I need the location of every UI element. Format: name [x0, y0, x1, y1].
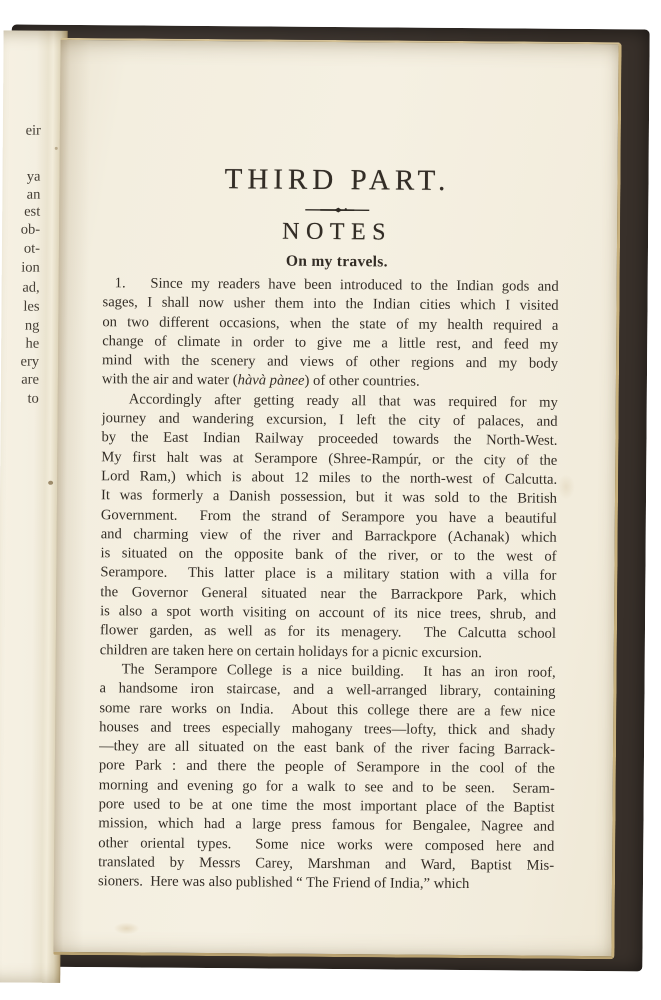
text-line: mind with the scenery and views of other regions and my body: [102, 352, 559, 372]
text-line: flower garden, as well as for its menagery. The Calcutta school: [99, 622, 557, 643]
text-line: pore Park : and there the people of Serampore in the cool of the: [98, 757, 555, 778]
text-line: My first halt was at Serampore (Shree-Rampúr, or the city of the: [101, 448, 558, 469]
text-run: with the air and water (: [101, 371, 238, 389]
text-line: Serampore. This latter place is a military station with a villa for: [100, 564, 557, 585]
text-line: Accordingly after getting ready all that was required for my: [128, 391, 558, 411]
text-line: —they are all situated on the east bank of the river facing Barrack-: [98, 738, 556, 758]
text-line: change of climate in order to give me a little rest, and feed my: [102, 333, 559, 353]
text-line: houses and trees especially mahogany trees—lofty, thick and shady: [99, 719, 556, 739]
text-line: the Governor General situated near the Barrackpore Park, which: [100, 583, 557, 604]
facing-page-text-fragment: ion: [21, 259, 40, 276]
facing-page-text-fragment: les: [23, 298, 40, 315]
part-title: THIRD PART.: [224, 163, 451, 197]
text-line: The Serampore College is a nice building. It has an iron roof,: [121, 661, 556, 681]
paragraph: [98, 660, 556, 895]
facing-page-text-fragment: an: [26, 186, 41, 203]
title-ornament-rule: [109, 200, 565, 214]
page-text: [98, 274, 559, 895]
facing-page-text-fragment: est: [24, 203, 41, 220]
facing-page-text-fragment: he: [25, 335, 40, 352]
text-line: Lord Ram,) which is about 12 miles to the north-west of Calcutta.: [101, 468, 558, 488]
text-line: and charming view of the river and Barrackpore (Achanak) which: [100, 526, 557, 546]
text-line: translated by Messrs Carey, Marshman and Ward, Baptist Mis-: [98, 854, 555, 874]
ornament-rule-icon: [304, 205, 370, 216]
foxing-stain: [557, 474, 575, 500]
facing-page-text-fragment: ob-: [20, 221, 41, 238]
text-line: journey and wandering excursion, I left the city of palaces, and: [101, 410, 558, 430]
text-line: is situated on the opposite bank of the river, or to the west of: [100, 545, 557, 565]
text-run: ) of other countries.: [304, 373, 420, 391]
text-line: by the East Indian Railway proceeded towards the North-West.: [101, 429, 558, 450]
facing-page-text-fragment: ot-: [23, 240, 41, 257]
text-line: children are taken here on certain holidays for a picnic excursion.: [99, 641, 482, 661]
facing-page-text-fragment: eir: [25, 122, 41, 139]
facing-page-text-fragment: ng: [24, 317, 40, 334]
facing-page-text-fragment: ery: [20, 353, 40, 370]
book-page: [53, 38, 621, 959]
paper-speck: [48, 481, 53, 485]
subsection-title: On my travels.: [285, 252, 388, 271]
paragraph: [102, 274, 559, 393]
text-line: morning and evening go for a walk to see and to be seen. Seram-: [98, 776, 555, 797]
text-line: some rare works on India. About this college there are a few nice: [99, 699, 556, 720]
text-line: Government. From the strand of Serampore you have a beautiful: [100, 506, 557, 527]
text-line: sages, I shall now usher them into the Indian cities which I visited: [102, 294, 559, 315]
text-line: mission, which had a large press famous for Bengalee, Nagree and: [98, 815, 555, 836]
text-line: It was formerly a Danish possession, but it was sold to the British: [100, 487, 558, 508]
text-line: is also a spot worth visiting on account of its nice trees, shrub, and: [100, 603, 557, 623]
gutter-shadow: [53, 40, 90, 952]
text-line: pore used to be at one time the most important place of the Baptist: [98, 796, 555, 816]
heading-block: [109, 163, 566, 272]
paragraph: [100, 390, 558, 664]
text-line: a handsome iron staircase, and a well-arranged library, containing: [99, 680, 556, 701]
facing-page-text-fragment: ad,: [22, 279, 40, 296]
facing-page-text-fragment: to: [27, 390, 39, 407]
italic-phrase: hàvà pànee: [237, 372, 305, 390]
text-line: 1. Since my readers have been introduced to the Indian gods and: [114, 275, 559, 295]
facing-page-text-fragment: are: [21, 371, 39, 388]
paper-speck: [55, 147, 58, 150]
text-line: on two different occasions, when the state of my health required a: [102, 313, 559, 334]
section-title: NOTES: [282, 218, 393, 246]
text-line: other oriental types. Some nice works were composed here and: [98, 834, 555, 855]
printed-area: [97, 40, 560, 956]
facing-page-text-fragment: ya: [26, 168, 41, 185]
text-line: sioners. Here was also published “ The Friend of India,” which: [97, 873, 470, 893]
